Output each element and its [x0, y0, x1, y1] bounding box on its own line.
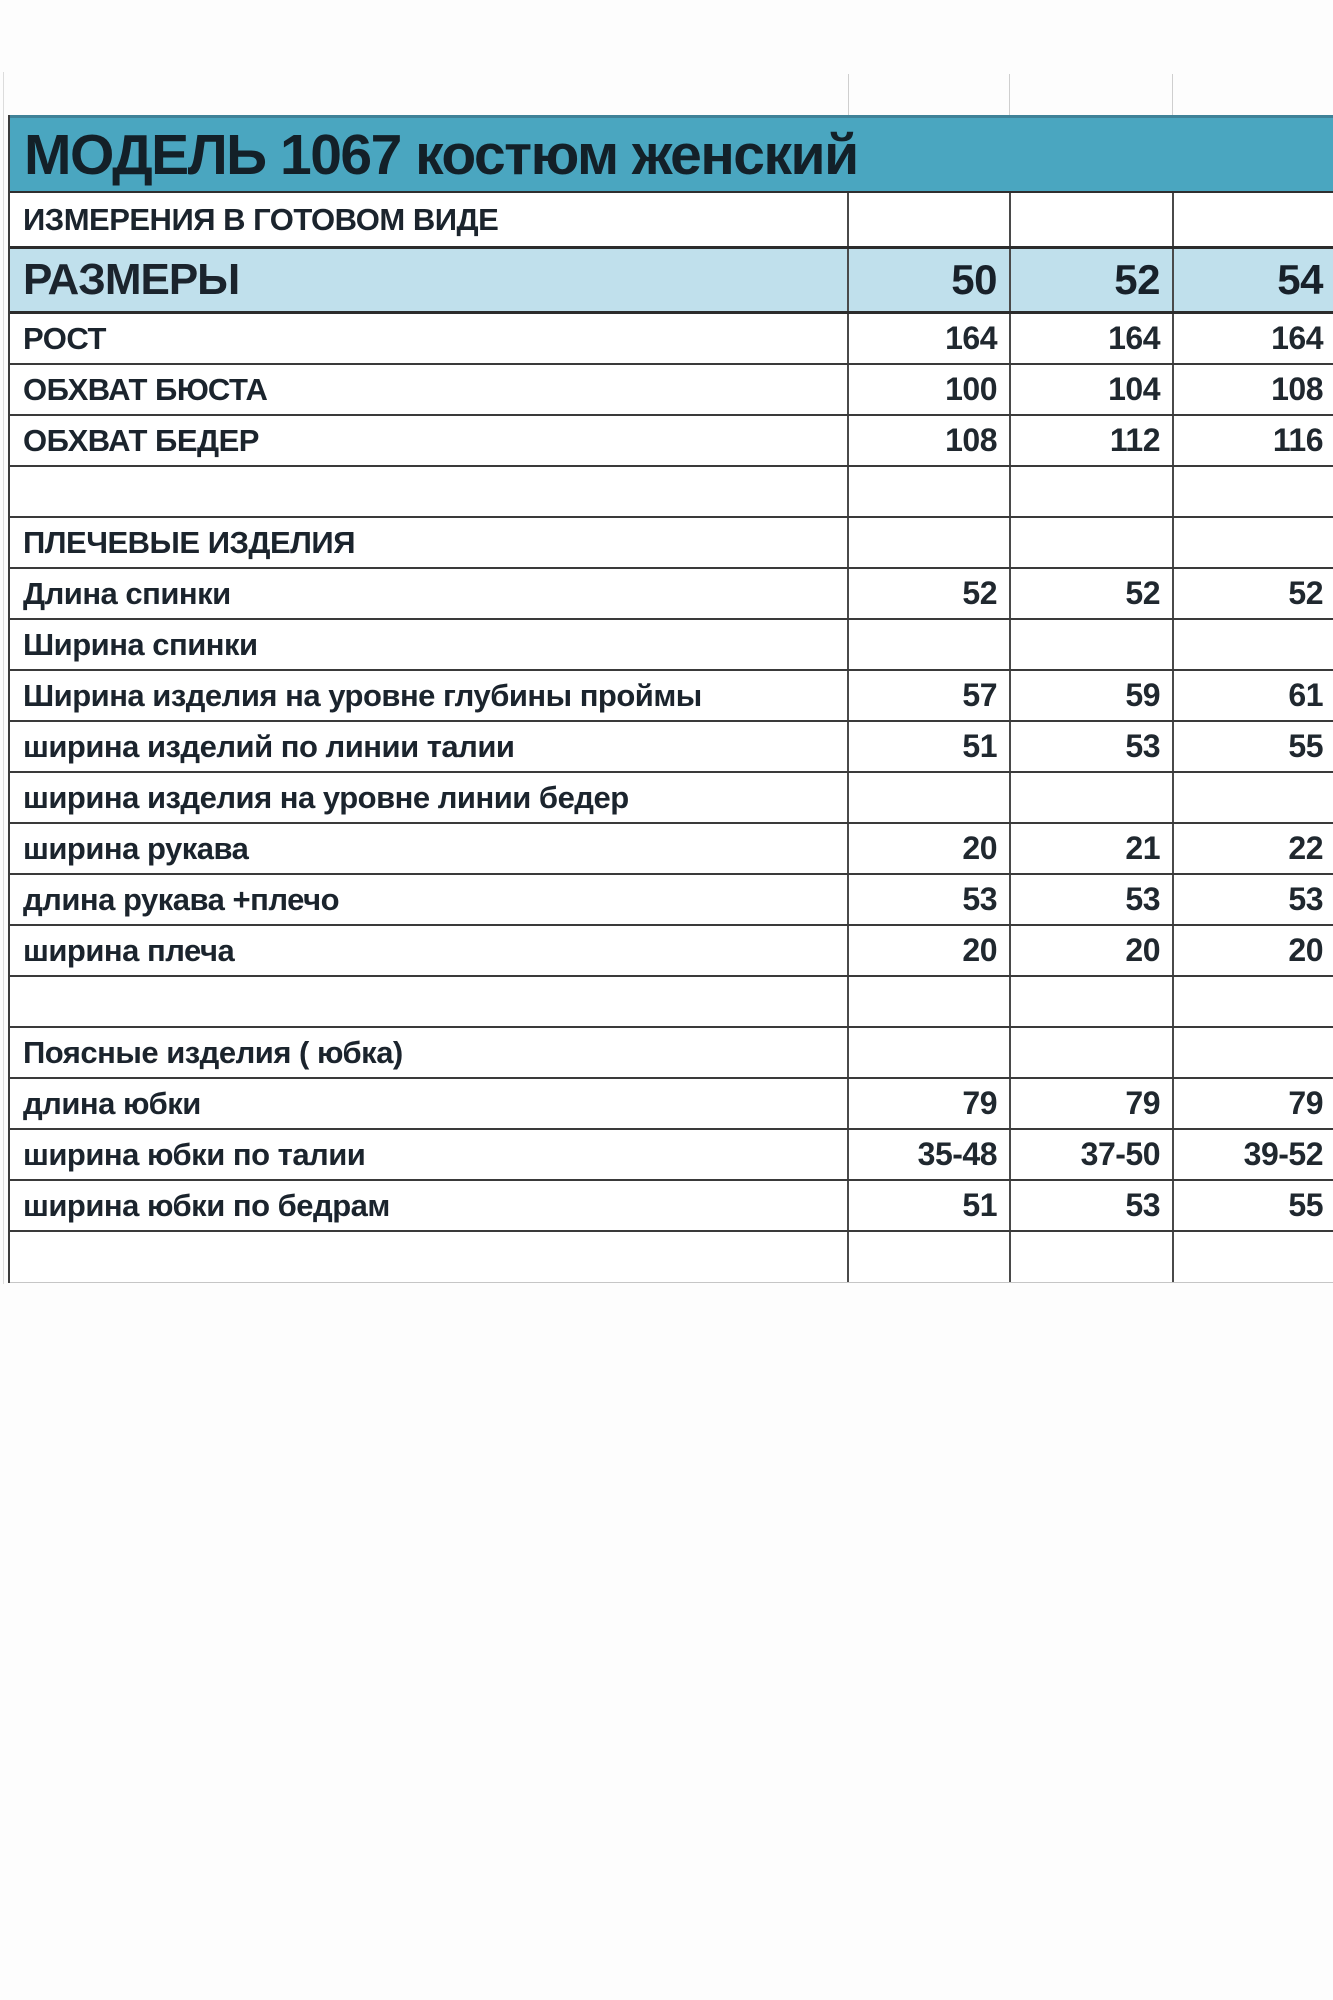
- row-value: 52: [849, 569, 1011, 618]
- row-value: 57: [849, 671, 1011, 720]
- empty-cell: [1011, 193, 1174, 246]
- row-value: 51: [849, 1181, 1011, 1230]
- table-row: [10, 1079, 1333, 1130]
- row-value: [1011, 773, 1174, 822]
- row-value: [1011, 977, 1174, 1026]
- sheet-gridline: [1009, 74, 1010, 116]
- section-label: ПЛЕЧЕВЫЕ ИЗДЕЛИЯ: [10, 518, 849, 567]
- row-value: 55: [1288, 728, 1323, 764]
- row-value: 59: [1011, 671, 1174, 720]
- empty-cell: [1174, 193, 1333, 246]
- row-value: [1174, 1232, 1333, 1282]
- table-row: [10, 875, 1333, 926]
- table-row: [10, 1130, 1333, 1181]
- row-value: [1011, 518, 1174, 567]
- table-row: [10, 569, 1333, 620]
- sheet-gridline: [1172, 74, 1173, 116]
- table-row: [10, 926, 1333, 977]
- table-row: [10, 416, 1333, 467]
- table-row: [10, 824, 1333, 875]
- row-label: ширина плеча: [10, 926, 849, 975]
- table-row-empty: [10, 1232, 1333, 1283]
- table-row: [10, 365, 1333, 416]
- row-label: ширина изделий по линии талии: [10, 722, 849, 771]
- row-label: ОБХВАТ БЮСТА: [10, 365, 849, 414]
- table-row: [10, 1181, 1333, 1232]
- row-value: 53: [849, 875, 1011, 924]
- row-value: [1011, 1028, 1174, 1077]
- sheet-gridline: [3, 72, 4, 1284]
- row-value: 53: [1011, 722, 1174, 771]
- row-label: Длина спинки: [10, 569, 849, 618]
- row-value: 79: [849, 1079, 1011, 1128]
- row-label: ширина юбки по талии: [10, 1130, 849, 1179]
- row-value: [1011, 620, 1174, 669]
- row-value: [849, 467, 1011, 516]
- row-value: [849, 1028, 1011, 1077]
- row-label: [10, 1232, 849, 1282]
- row-value: [849, 518, 1011, 567]
- row-value: 108: [849, 416, 1011, 465]
- empty-cell: [849, 193, 1011, 246]
- row-label: Ширина спинки: [10, 620, 849, 669]
- row-label: Ширина изделия на уровне глубины проймы: [10, 671, 849, 720]
- row-label: длина рукава +плечо: [10, 875, 849, 924]
- row-value: [1174, 467, 1333, 516]
- row-value: [1011, 1232, 1174, 1282]
- row-value: 22: [1288, 830, 1323, 866]
- row-value: 55: [1288, 1187, 1323, 1223]
- row-value: 79: [1011, 1079, 1174, 1128]
- table-row-empty: [10, 977, 1333, 1028]
- row-value: 51: [849, 722, 1011, 771]
- row-value: 53: [1288, 881, 1323, 917]
- row-value: 20: [849, 926, 1011, 975]
- table-row: [10, 722, 1333, 773]
- row-value: [849, 977, 1011, 1026]
- size-column-header: 50: [849, 249, 1011, 311]
- table-row: [10, 671, 1333, 722]
- row-value: 53: [1011, 1181, 1174, 1230]
- row-value: [1011, 467, 1174, 516]
- table-row: [10, 773, 1333, 824]
- row-value: 112: [1011, 416, 1174, 465]
- row-value: 52: [1011, 569, 1174, 618]
- row-value: [1174, 773, 1333, 822]
- row-value: [1174, 518, 1333, 567]
- row-label: РОСТ: [10, 314, 849, 363]
- row-label: длина юбки: [10, 1079, 849, 1128]
- size-column-header: 52: [1011, 249, 1174, 311]
- size-chart-table: [8, 115, 1333, 1283]
- row-value: [1174, 1028, 1333, 1077]
- row-value: 35-48: [849, 1130, 1011, 1179]
- row-value: 79: [1288, 1085, 1323, 1121]
- row-value: 20: [1011, 926, 1174, 975]
- row-value: 164: [849, 314, 1011, 363]
- table-row-empty: [10, 467, 1333, 518]
- row-label: ширина изделия на уровне линии бедер: [10, 773, 849, 822]
- row-value: [1174, 620, 1333, 669]
- row-value: 116: [1272, 422, 1323, 458]
- row-value: 20: [1288, 932, 1323, 968]
- sheet-gridline: [848, 74, 849, 116]
- row-value: 53: [1011, 875, 1174, 924]
- row-value: 37-50: [1011, 1130, 1174, 1179]
- row-value: 164: [1011, 314, 1174, 363]
- row-label: ширина рукава: [10, 824, 849, 873]
- section-header-row: [10, 1028, 1333, 1079]
- row-label: [10, 467, 849, 516]
- row-label: ОБХВАТ БЕДЕР: [10, 416, 849, 465]
- row-value: [849, 773, 1011, 822]
- sizes-header-row: [10, 249, 1333, 314]
- sizes-label: РАЗМЕРЫ: [10, 249, 849, 311]
- measurements-note: ИЗМЕРЕНИЯ В ГОТОВОМ ВИДЕ: [10, 193, 849, 246]
- table-row: [10, 620, 1333, 671]
- row-value: 21: [1011, 824, 1174, 873]
- row-value: 164: [1271, 320, 1323, 356]
- section-header-row: [10, 518, 1333, 569]
- row-value: [849, 620, 1011, 669]
- row-value: 52: [1288, 575, 1323, 611]
- row-value: 108: [1271, 371, 1323, 407]
- row-value: 20: [849, 824, 1011, 873]
- row-value: 61: [1288, 677, 1323, 713]
- row-value: 104: [1011, 365, 1174, 414]
- table-row: [10, 314, 1333, 365]
- section-label: Поясные изделия ( юбка): [10, 1028, 849, 1077]
- page-title: МОДЕЛЬ 1067 костюм женский: [24, 122, 858, 187]
- row-value: 39-52: [1243, 1136, 1323, 1172]
- row-label: [10, 977, 849, 1026]
- size-column-header: 54: [1277, 256, 1323, 303]
- title-row: [10, 115, 1333, 193]
- row-value: [1174, 977, 1333, 1026]
- row-label: ширина юбки по бедрам: [10, 1181, 849, 1230]
- row-value: [849, 1232, 1011, 1282]
- measurements-note-row: [10, 193, 1333, 249]
- row-value: 100: [849, 365, 1011, 414]
